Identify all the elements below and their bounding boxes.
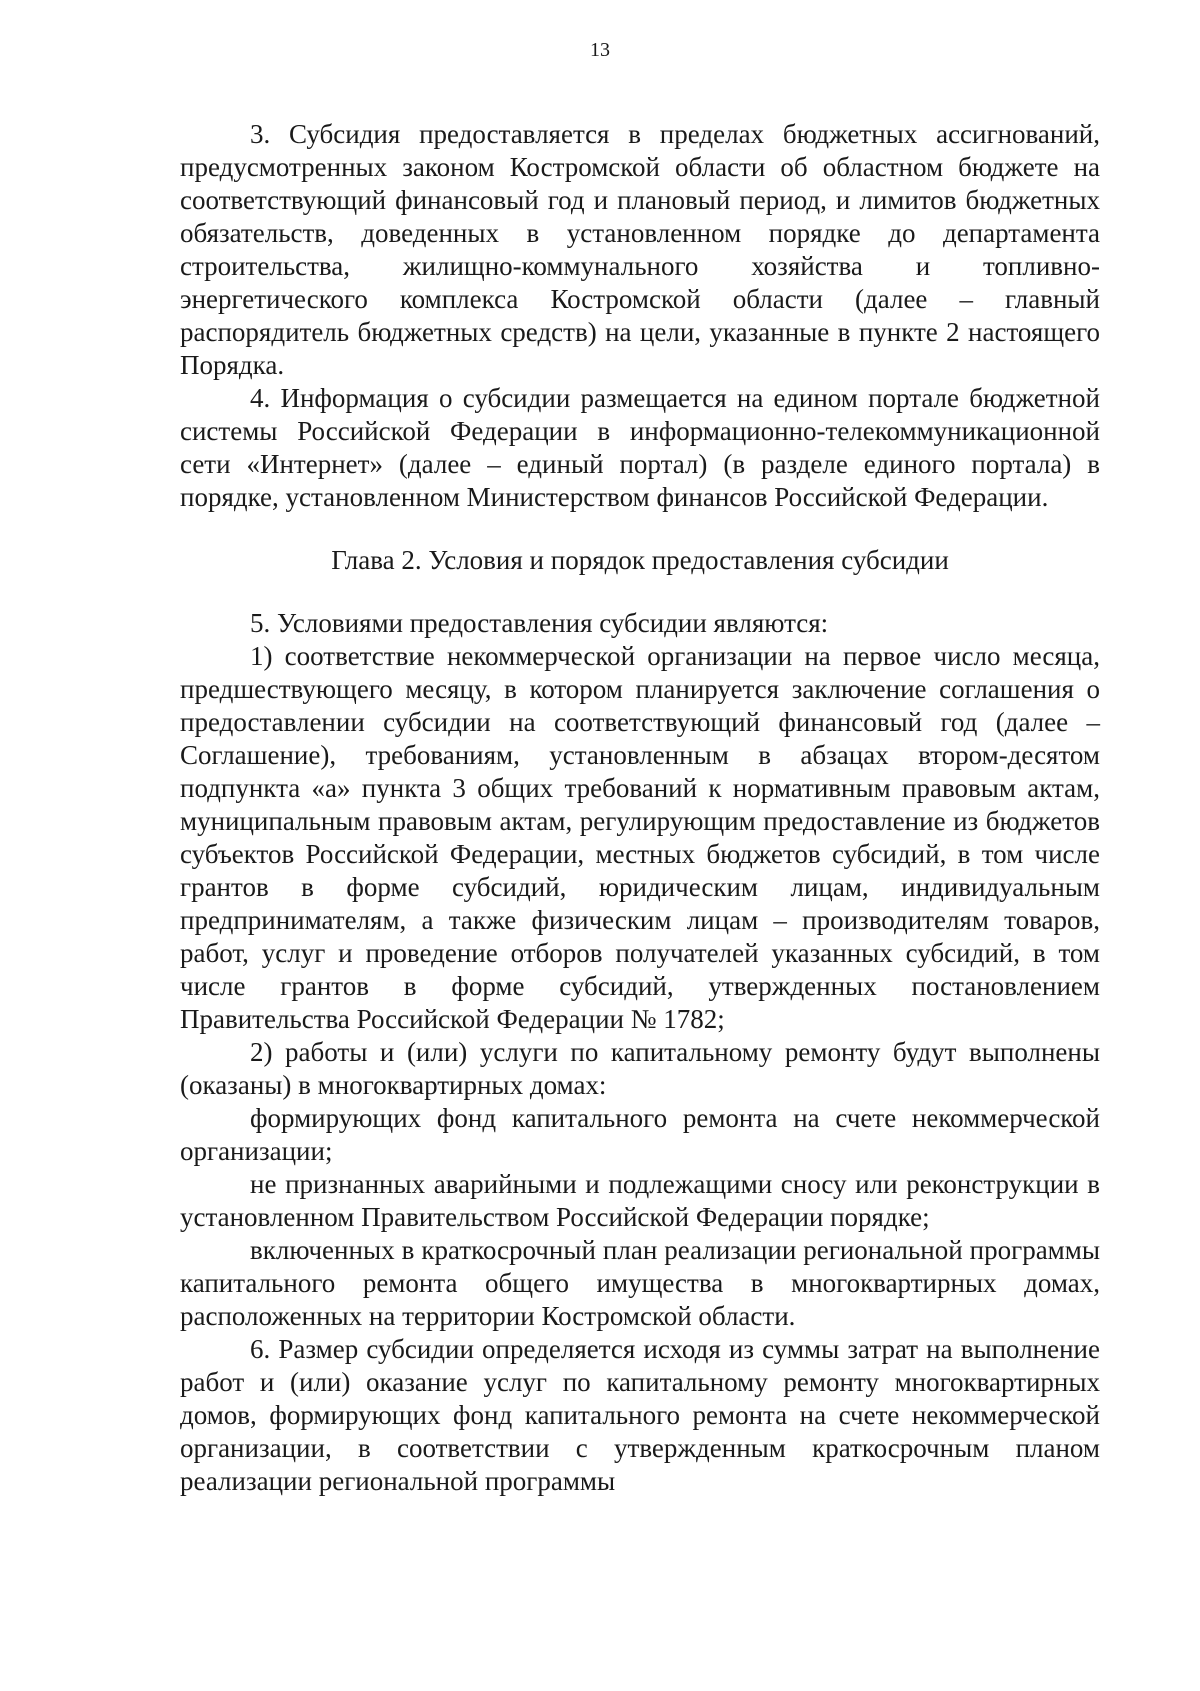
paragraph-6: 6. Размер субсидии определяется исходя из суммы затрат на выполнение работ и (или) оказание услуг по капитальному ремонту многоквартирных домов, формирующих фонд капитального ремонта на счете некоммерческой организации, в соответствии с утвержденным краткосрочным планом реализации региональной программы [180,1334,1100,1496]
paragraph-5-item-1: 1) соответствие некоммерческой организации на первое число месяца, предшествующего месяцу, в котором планируется заключение соглашения о предоставлении субсидии на соответствующий финансовый год (далее – Соглашение), требованиям, установленным в абзацах втором-десятом подпункта «а» пункта 3 общих требований к нормативным правовым актам, муниципальным правовым актам, регулирующим предоставление из бюджетов субъектов Российской Федерации, местных бюджетов субсидий, в том числе грантов в форме субсидий, юридическим лицам, индивидуальным предпринимателям, а также физическим лицам – производителям товаров, работ, услуг и проведение отборов получателей указанных субсидий, в том числе грантов в форме субсидий, утвержденных постановлением Правительства Российской Федерации № 1782; [180,641,1100,1034]
paragraph-5: 5. Условиями предоставления субсидии являются: [250,608,829,638]
page-number: 13 [590,39,610,61]
chapter-heading: Глава 2. Условия и порядок предоставления субсидии [331,545,949,575]
paragraph-5-item-2-sub-3: включенных в краткосрочный план реализации региональной программы капитального ремонта общего имущества в многоквартирных домах, расположенных на территории Костромской области. [180,1235,1100,1331]
paragraph-5-item-2: 2) работы и (или) услуги по капитальному ремонту будут выполнены (оказаны) в многоквартирных домах: [180,1037,1100,1100]
document-body [180,118,1100,1498]
paragraph-5-item-2-sub-2: не признанных аварийными и подлежащими сносу или реконструкции в установленном Правительством Российской Федерации порядке; [180,1169,1100,1232]
paragraph-3: 3. Субсидия предоставляется в пределах бюджетных ассигнований, предусмотренных законом Костромской области об областном бюджете на соответствующий финансовый год и плановый период, и лимитов бюджетных обязательств, доведенных в установленном порядке до департамента строительства, жилищно-коммунального хозяйства и топливно-энергетического комплекса Костромской области (далее – главный распорядитель бюджетных средств) на цели, указанные в пункте 2 настоящего Порядка. [180,119,1100,380]
paragraph-4: 4. Информация о субсидии размещается на едином портале бюджетной системы Российской Федерации в информационно-телекоммуникационной сети «Интернет» (далее – единый портал) (в разделе единого портала) в порядке, установленном Министерством финансов Российской Федерации. [180,383,1100,512]
paragraph-5-item-2-sub-1: формирующих фонд капитального ремонта на счете некоммерческой организации; [180,1103,1100,1166]
